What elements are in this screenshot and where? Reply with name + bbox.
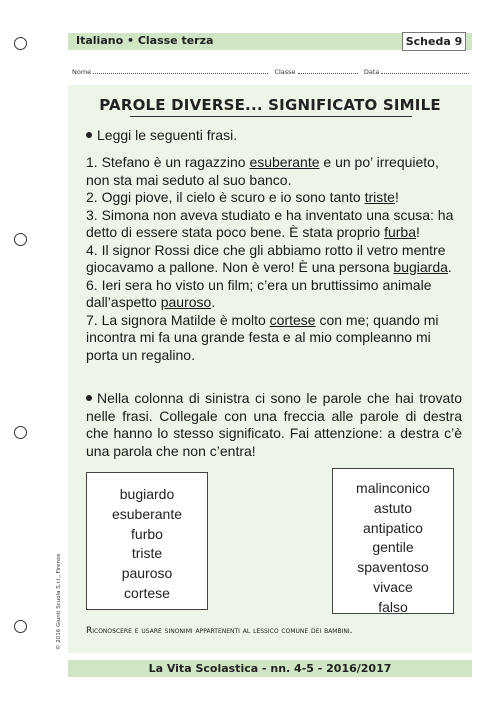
word-item[interactable]: gentile [372, 539, 414, 556]
word-item[interactable]: falso [378, 598, 408, 615]
word-item[interactable]: malinconico [356, 480, 430, 496]
underlined-word: triste [364, 189, 395, 205]
exercise-panel [68, 85, 472, 653]
word-item[interactable]: spaventoso [357, 559, 429, 576]
binder-hole-2 [14, 233, 27, 246]
sentence-list [86, 154, 462, 364]
instruction-read: Leggi le seguenti frasi. [86, 127, 462, 145]
worksheet-title: PAROLE DIVERSE... SIGNIFICATO SIMILE [99, 96, 441, 114]
footer-bar: La Vita Scolastica - nn. 4-5 - 2016/2017 [68, 660, 472, 677]
underlined-word: esuberante [249, 154, 320, 170]
sheet-number: Scheda 9 [402, 32, 466, 51]
copyright-note: © 2016 Giunti Scuola S.r.l., Firenze [56, 553, 62, 650]
word-item[interactable]: antipatico [363, 519, 423, 536]
binder-hole-3 [14, 426, 27, 439]
left-word-column [86, 472, 208, 610]
name-field[interactable] [93, 66, 268, 74]
underlined-word: furba [384, 224, 416, 240]
word-item[interactable]: astuto [373, 499, 413, 516]
underlined-word: pauroso [160, 294, 212, 310]
class-label: Classe [274, 68, 296, 76]
date-label: Data [363, 68, 380, 76]
word-item[interactable]: cortese [124, 584, 170, 601]
sentence: 7. La signora Matilde è molto cortese con me; quando mi incontra mi fa una grande festa e al mio compleanno mi porta un regalino. [86, 311, 439, 363]
bullet-icon [86, 132, 92, 138]
header-bar [68, 33, 472, 50]
underlined-word: cortese [269, 311, 316, 328]
class-field[interactable] [298, 66, 358, 74]
right-word-column [332, 468, 454, 614]
student-info-line [72, 66, 472, 76]
subject-label: Italiano • Classe terza [76, 34, 214, 47]
learning-objective: Riconoscere e usare sinonimi appartenenti al lessico comune dei bambini. [86, 626, 353, 636]
underlined-word: bugiarda [393, 259, 448, 275]
sentence: 3. Simona non aveva studiato e ha inventato una scusa: ha detto di essere stata poco bene. È stata proprio furba! [86, 206, 454, 240]
name-label: Nome [72, 68, 92, 76]
sentence: 2. Oggi piove, il cielo è scuro e io sono tanto triste! [86, 189, 399, 205]
instruction-match: Nella colonna di sinistra ci sono le parole che hai trovato nelle frasi. Collegale con una freccia alle parole di destra che hanno lo stesso significato. Fai attenzione: a destra c’è una parola che non c’entra! [86, 390, 462, 459]
date-field[interactable] [381, 66, 469, 74]
word-item[interactable]: furbo [131, 525, 163, 542]
title-underline [130, 116, 412, 117]
binder-hole-4 [14, 620, 27, 633]
word-item[interactable]: vivace [373, 578, 413, 595]
word-item[interactable]: pauroso [121, 565, 173, 582]
word-item[interactable]: triste [131, 545, 163, 562]
sentence: 6. Ieri sera ho visto un film; c’era un bruttissimo animale dall’aspetto pauroso. [86, 276, 432, 310]
word-item[interactable]: esuberante [111, 505, 183, 522]
bullet-icon [86, 395, 92, 401]
sentence: 1. Stefano è un ragazzino esuberante e un po’ irrequieto, non sta mai seduto al suo banco. [86, 154, 439, 188]
word-item[interactable]: bugiardo [119, 486, 175, 502]
binder-hole-1 [14, 37, 27, 50]
sentence: 4. Il signor Rossi dice che gli abbiamo rotto il vetro mentre giocavamo a pallone. Non è vero! È una persona bugiarda. [86, 241, 452, 275]
